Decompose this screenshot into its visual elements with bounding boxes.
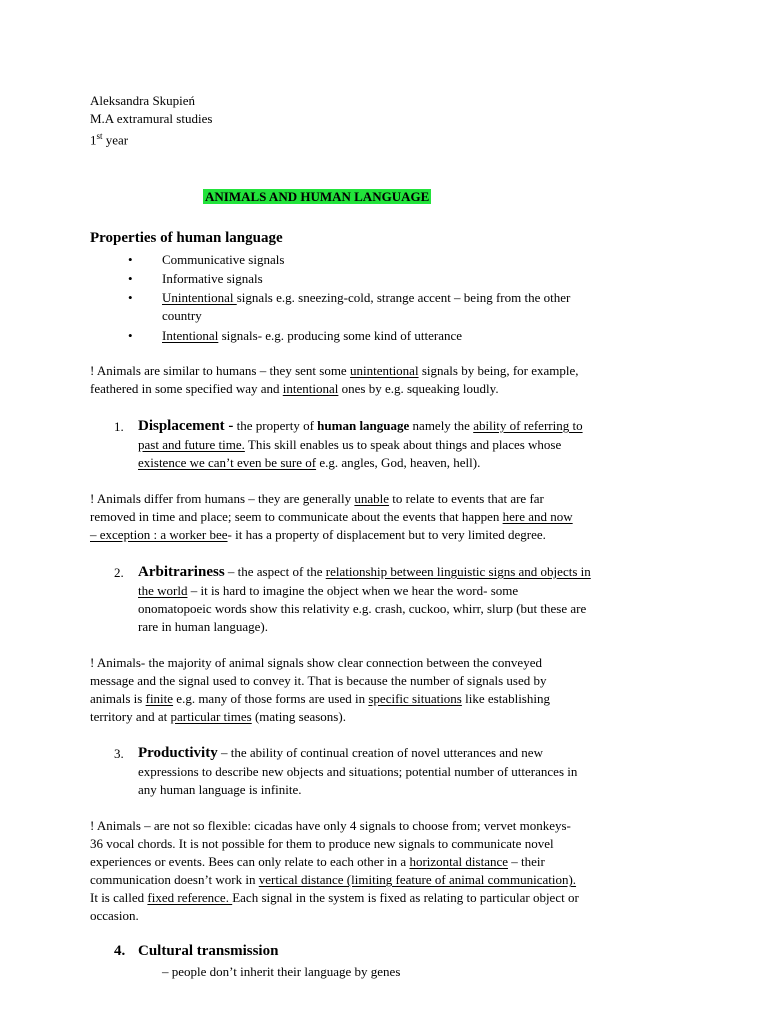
displacement-line3: existence we can’t even be sure of e.g. angles, God, heaven, hell). [138, 455, 481, 470]
productivity-line2: expressions to describe new objects and situations; potential number of utterances in [138, 764, 578, 779]
item-number: 4. [114, 943, 126, 959]
document-page: Aleksandra Skupień M.A extramural studies 1st year ANIMALS AND HUMAN LANGUAGE Properties of human language • Communicative signals • Informative signals • Unintentional signals e.g. sneezing-cold, strange accent – being from the other country • Intentional signals- e.g. producing some kind of utterance ! Animals are similar to humans – they sent some unintentional signals by being, for example, feathered in some specified way and intentional ones by e.g. squeaking loudly. 1. Displacement - the property of human language namely the ability of referring to past and future time. This skill enables us to speak about things and places whose existence we can’t even be sure of e.g. angles, God, heaven, hell). ! Animals differ from humans – they are generally unable to relate to events that are far removed in time and place; seem to communicate about the events that happen here and now – exception : a worker bee- it has a property of displacement but to very limited degree. 2. Arbitrariness – the aspect of the relationship between linguistic signs and objects in the world – it is hard to imagine the object when we hear the word- some onomatopoeic words show this relativity e.g. crash, cuckoo, whirr, slurp (but these are rare in human language). ! Animals- the majority of animal signals show clear connection between the conveyed message and the signal used to convey it. That is because the number of signals used by animals is finite e.g. many of those forms are used in specific situations like establishing territory and at particular times (mating seasons). 3. Productivity – the ability of continual creation of novel utterances and new expressions to describe new objects and situations; potential number of utterances in any human language is infinite. ! Animals – are not so flexible: cicadas have only 4 signals to choose from; vervet monkeys- 36 vocal chords. It is not possible for them to produce new signals to communicate novel experiences or events. Bees can only relate to each other in a horizontal distance – their communication doesn’t work in vertical distance (limiting feature of animal communication). It is called fixed reference. Each signal in the system is fixed as relating to particular object or occasion. 4. Cultural transmission – people don’t inherit their language by genes [0, 0, 768, 1024]
year-line: 1st year [90, 131, 129, 148]
document-title: ANIMALS AND HUMAN LANGUAGE [205, 189, 430, 204]
productivity-line3: any human language is infinite. [138, 782, 302, 797]
bullet-icon: • [128, 328, 133, 343]
note-productivity-line3: experiences or events. Bees can only relate to each other in a horizontal distance – their [90, 854, 545, 869]
author-name: Aleksandra Skupień [90, 93, 196, 108]
note-displacement-line3: – exception : a worker bee- it has a property of displacement but to very limited degree. [90, 527, 546, 542]
term-cultural-transmission: Cultural transmission [138, 943, 279, 959]
bullet-icon: • [128, 290, 133, 305]
displacement-line1: Displacement - the property of human language namely the ability of referring to [138, 418, 583, 434]
term-displacement: Displacement - [138, 418, 234, 434]
note-productivity-line5: It is called fixed reference. Each signal in the system is fixed as relating to particular object or [90, 890, 579, 905]
productivity-line1: Productivity – the ability of continual creation of novel utterances and new [138, 745, 543, 761]
note-displacement-line1: ! Animals differ from humans – they are generally unable to relate to events that are far [90, 491, 544, 506]
properties-heading: Properties of human language [90, 230, 283, 246]
displacement-line2: past and future time. This skill enables us to speak about things and places whose [138, 437, 562, 452]
arbitrariness-line2: the world – it is hard to imagine the object when we hear the word- some [138, 583, 519, 598]
term-arbitrariness: Arbitrariness [138, 564, 225, 580]
item-number: 1. [114, 419, 124, 434]
note-productivity-line2: 36 vocal chords. It is not possible for them to produce new signals to communicate novel [90, 836, 554, 851]
note-arbitrariness-line1: ! Animals- the majority of animal signals show clear connection between the conveyed [90, 655, 542, 670]
note-similarity-line2: feathered in some specified way and intentional ones by e.g. squeaking loudly. [90, 381, 499, 396]
note-arbitrariness-line3: animals is finite e.g. many of those forms are used in specific situations like establishing [90, 691, 550, 706]
note-arbitrariness-line4: territory and at particular times (mating seasons). [90, 709, 346, 724]
item-number: 3. [114, 746, 124, 761]
cultural-line1: – people don’t inherit their language by genes [162, 964, 401, 979]
note-arbitrariness-line2: message and the signal used to convey it. That is because the number of signals used by [90, 673, 547, 688]
arbitrariness-line1: Arbitrariness – the aspect of the relationship between linguistic signs and objects in [138, 564, 591, 580]
note-productivity-line6: occasion. [90, 908, 139, 923]
item-number: 2. [114, 565, 124, 580]
note-similarity: ! Animals are similar to humans – they sent some unintentional signals by being, for example, [90, 363, 579, 378]
bullet-icon: • [128, 252, 133, 267]
note-productivity-line4: communication doesn’t work in vertical distance (limiting feature of animal communication). [90, 872, 577, 887]
arbitrariness-line3: onomatopoeic words show this relativity e.g. crash, cuckoo, whirr, slurp (but these are [138, 601, 587, 616]
note-productivity-line1: ! Animals – are not so flexible: cicadas have only 4 signals to choose from; vervet monkeys- [90, 818, 571, 833]
term-productivity: Productivity [138, 745, 218, 761]
program-line: M.A extramural studies [90, 111, 213, 126]
arbitrariness-line4: rare in human language). [138, 619, 268, 634]
bullet-icon: • [128, 271, 133, 286]
note-displacement-line2: removed in time and place; seem to communicate about the events that happen here and now [90, 509, 573, 524]
